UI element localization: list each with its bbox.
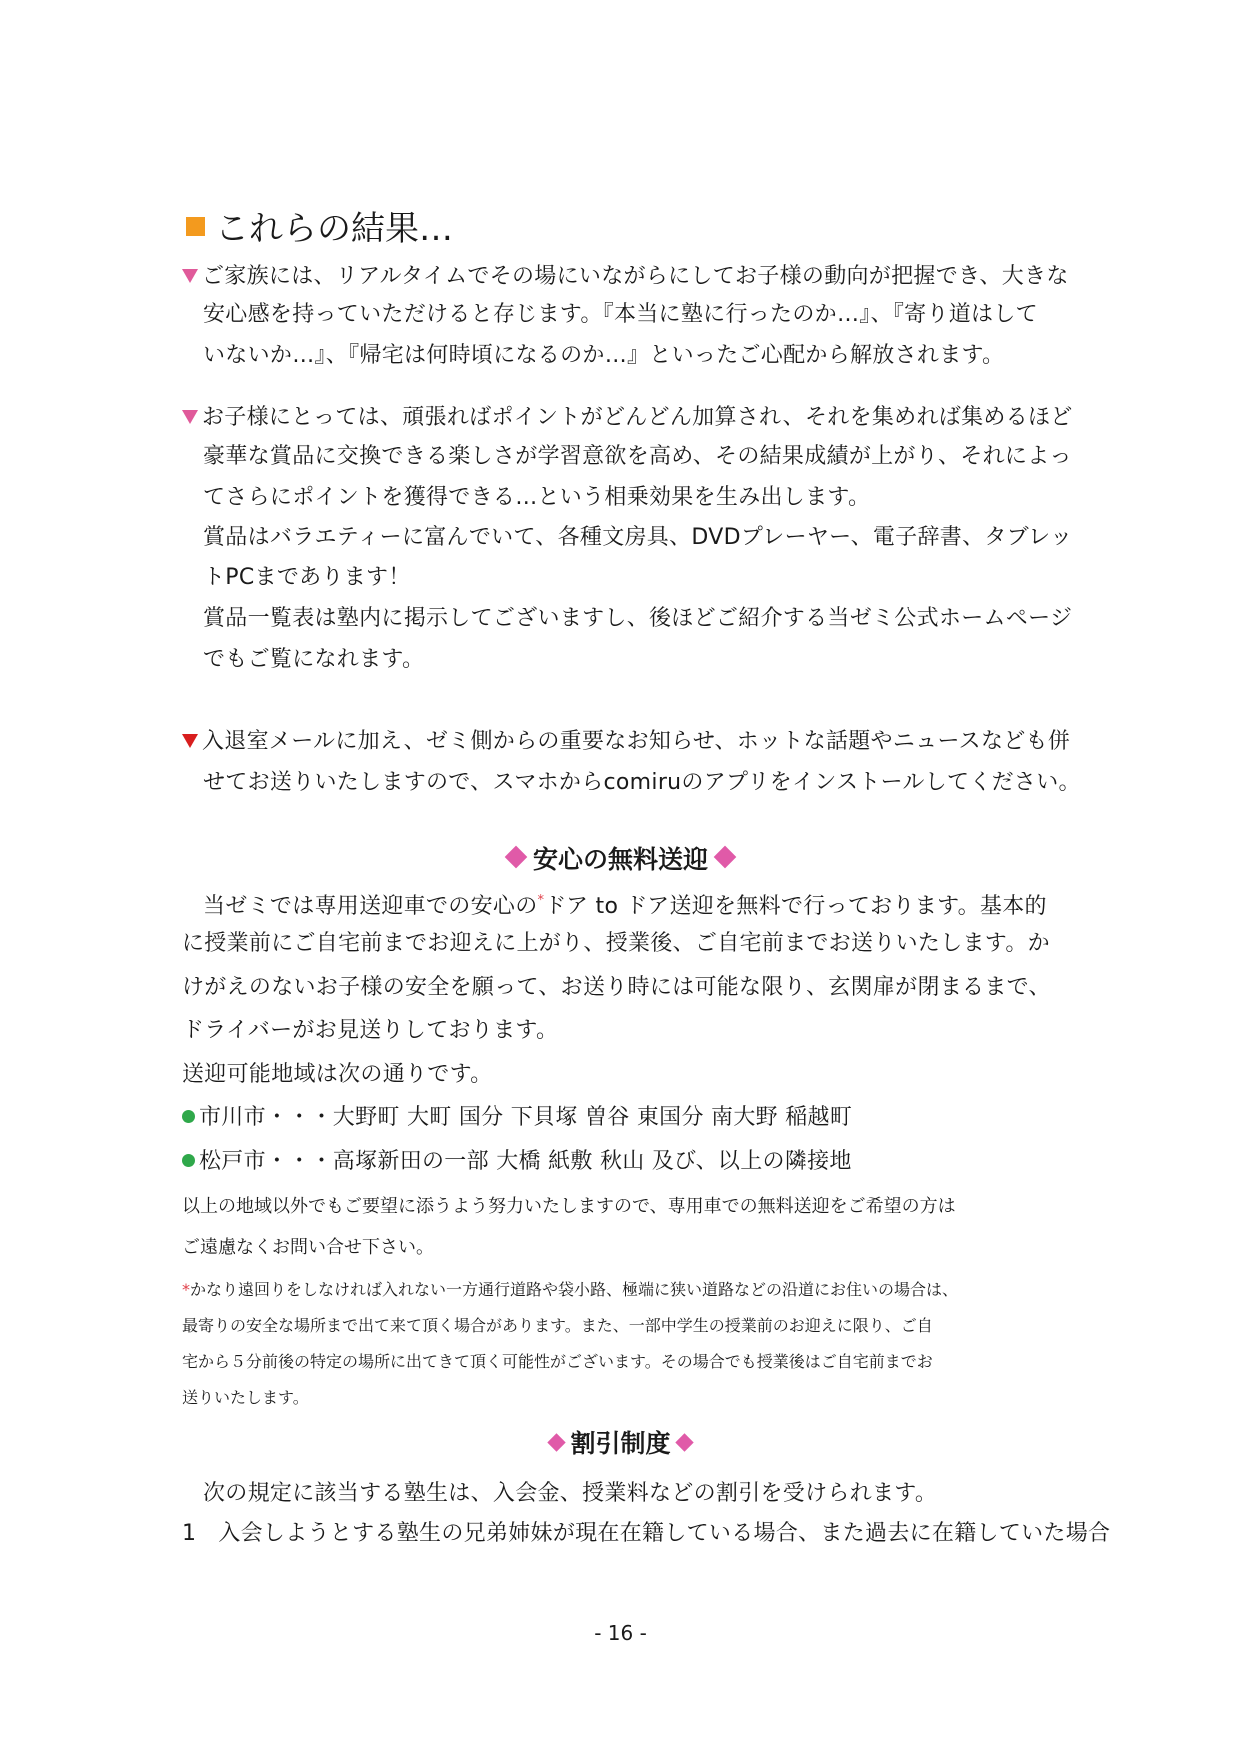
area-item: 松戸市・・・高塚新田の一部 大橋 紙敷 秋山 及び、以上の隣接地 bbox=[182, 1147, 852, 1177]
other-area-text: ご遠慮なくお問い合せ下さい。 bbox=[182, 1237, 434, 1258]
bullet-children-line: 賞品一覧表は塾内に掲示してございますし、後ほどご紹介する当ゼミ公式ホームページ bbox=[203, 606, 1073, 631]
pickup-note: *かなり遠回りをしなければ入れない一方通行道路や袋小路、極端に狭い道路などの沿道にお住いの場合は、 bbox=[182, 1280, 959, 1299]
discount-intro: 次の規定に該当する塾生は、入会金、授業料などの割引を受けられます。 bbox=[203, 1481, 938, 1506]
pink-diamond-icon bbox=[548, 1433, 566, 1451]
other-area-text: 以上の地域以外でもご要望に添うよう努力いたしますので、専用車での無料送迎をご希望の方は bbox=[182, 1196, 956, 1217]
bullet-family-line: 安心感を持っていただけると存じます。『本当に塾に行ったのか…』、『寄り道はして bbox=[203, 302, 1038, 327]
pink-triangle-icon bbox=[182, 410, 198, 424]
bullet-children-line: でもご覧になれます。 bbox=[203, 647, 425, 672]
section-discount-title: 割引制度 bbox=[0, 1427, 1241, 1461]
pickup-paragraph-line: けがえのないお子様の安全を願って、お送り時には可能な限り、玄関扉が閉まるまで、 bbox=[182, 975, 1051, 1000]
page-number: - 16 - bbox=[594, 1621, 647, 1645]
pink-diamond-icon bbox=[675, 1433, 693, 1451]
bullet-family: ご家族には、リアルタイムでその場にいながらにしてお子様の動向が把握でき、大きな bbox=[182, 262, 1069, 292]
pickup-note-line: 送りいたします。 bbox=[182, 1388, 309, 1407]
pickup-note-line: 最寄りの安全な場所まで出て来て頂く場合があります。また、一部中学生の授業前のお迎えに限り、ご自 bbox=[182, 1316, 933, 1335]
pink-diamond-icon bbox=[505, 846, 528, 869]
discount-item: 1 入会しようとする塾生の兄弟姉妹が現在在籍している場合、また過去に在籍していた場合 bbox=[182, 1521, 1111, 1546]
bullet-app: 入退室メールに加え、ゼミ側からの重要なお知らせ、ホットな話題やニュースなども併 bbox=[182, 727, 1070, 757]
area-intro: 送迎可能地域は次の通りです。 bbox=[182, 1062, 493, 1087]
green-dot-icon bbox=[182, 1110, 195, 1123]
pickup-paragraph: 当ゼミでは専用送迎車での安心の*ドア to ドア送迎を無料で行っております。基本的 bbox=[203, 893, 1047, 919]
orange-square-icon bbox=[186, 217, 205, 236]
section-free-pickup-title: 安心の無料送迎 bbox=[0, 843, 1241, 877]
red-triangle-icon bbox=[182, 734, 198, 748]
bullet-children-line: てさらにポイントを獲得できる…という相乗効果を生み出します。 bbox=[203, 485, 871, 510]
bullet-children-line: 賞品はバラエティーに富んでいて、各種文房具、DVDプレーヤー、電子辞書、タブレッ bbox=[203, 525, 1073, 550]
pickup-note-line: 宅から５分前後の特定の場所に出てきて頂く可能性がございます。その場合でも授業後はご自宅前までお bbox=[182, 1352, 933, 1371]
bullet-children-line: トPCまであります！ bbox=[203, 565, 411, 590]
bullet-app-line: せてお送りいたしますので、スマホからcomiruのアプリをインストールしてください。 bbox=[203, 770, 1081, 795]
area-item: 市川市・・・大野町 大町 国分 下貝塚 曽谷 東国分 南大野 稲越町 bbox=[182, 1103, 852, 1133]
pink-triangle-icon bbox=[182, 269, 198, 283]
green-dot-icon bbox=[182, 1154, 195, 1167]
bullet-family-line: いないか…』、『帰宅は何時頃になるのか…』といったご心配から解放されます。 bbox=[203, 343, 1005, 368]
pickup-paragraph-line: ドライバーがお見送りしております。 bbox=[182, 1018, 559, 1043]
bullet-children-line: 豪華な賞品に交換できる楽しさが学習意欲を高め、その結果成績が上がり、それによっ bbox=[203, 444, 1072, 469]
pickup-paragraph-line: に授業前にご自宅前までお迎えに上がり、授業後、ご自宅前までお送りいたします。か bbox=[182, 931, 1050, 956]
bullet-children: お子様にとっては、頑張ればポイントがどんどん加算され、それを集めれば集めるほど bbox=[182, 403, 1073, 433]
pink-diamond-icon bbox=[714, 846, 737, 869]
results-heading: これらの結果… bbox=[186, 207, 453, 251]
